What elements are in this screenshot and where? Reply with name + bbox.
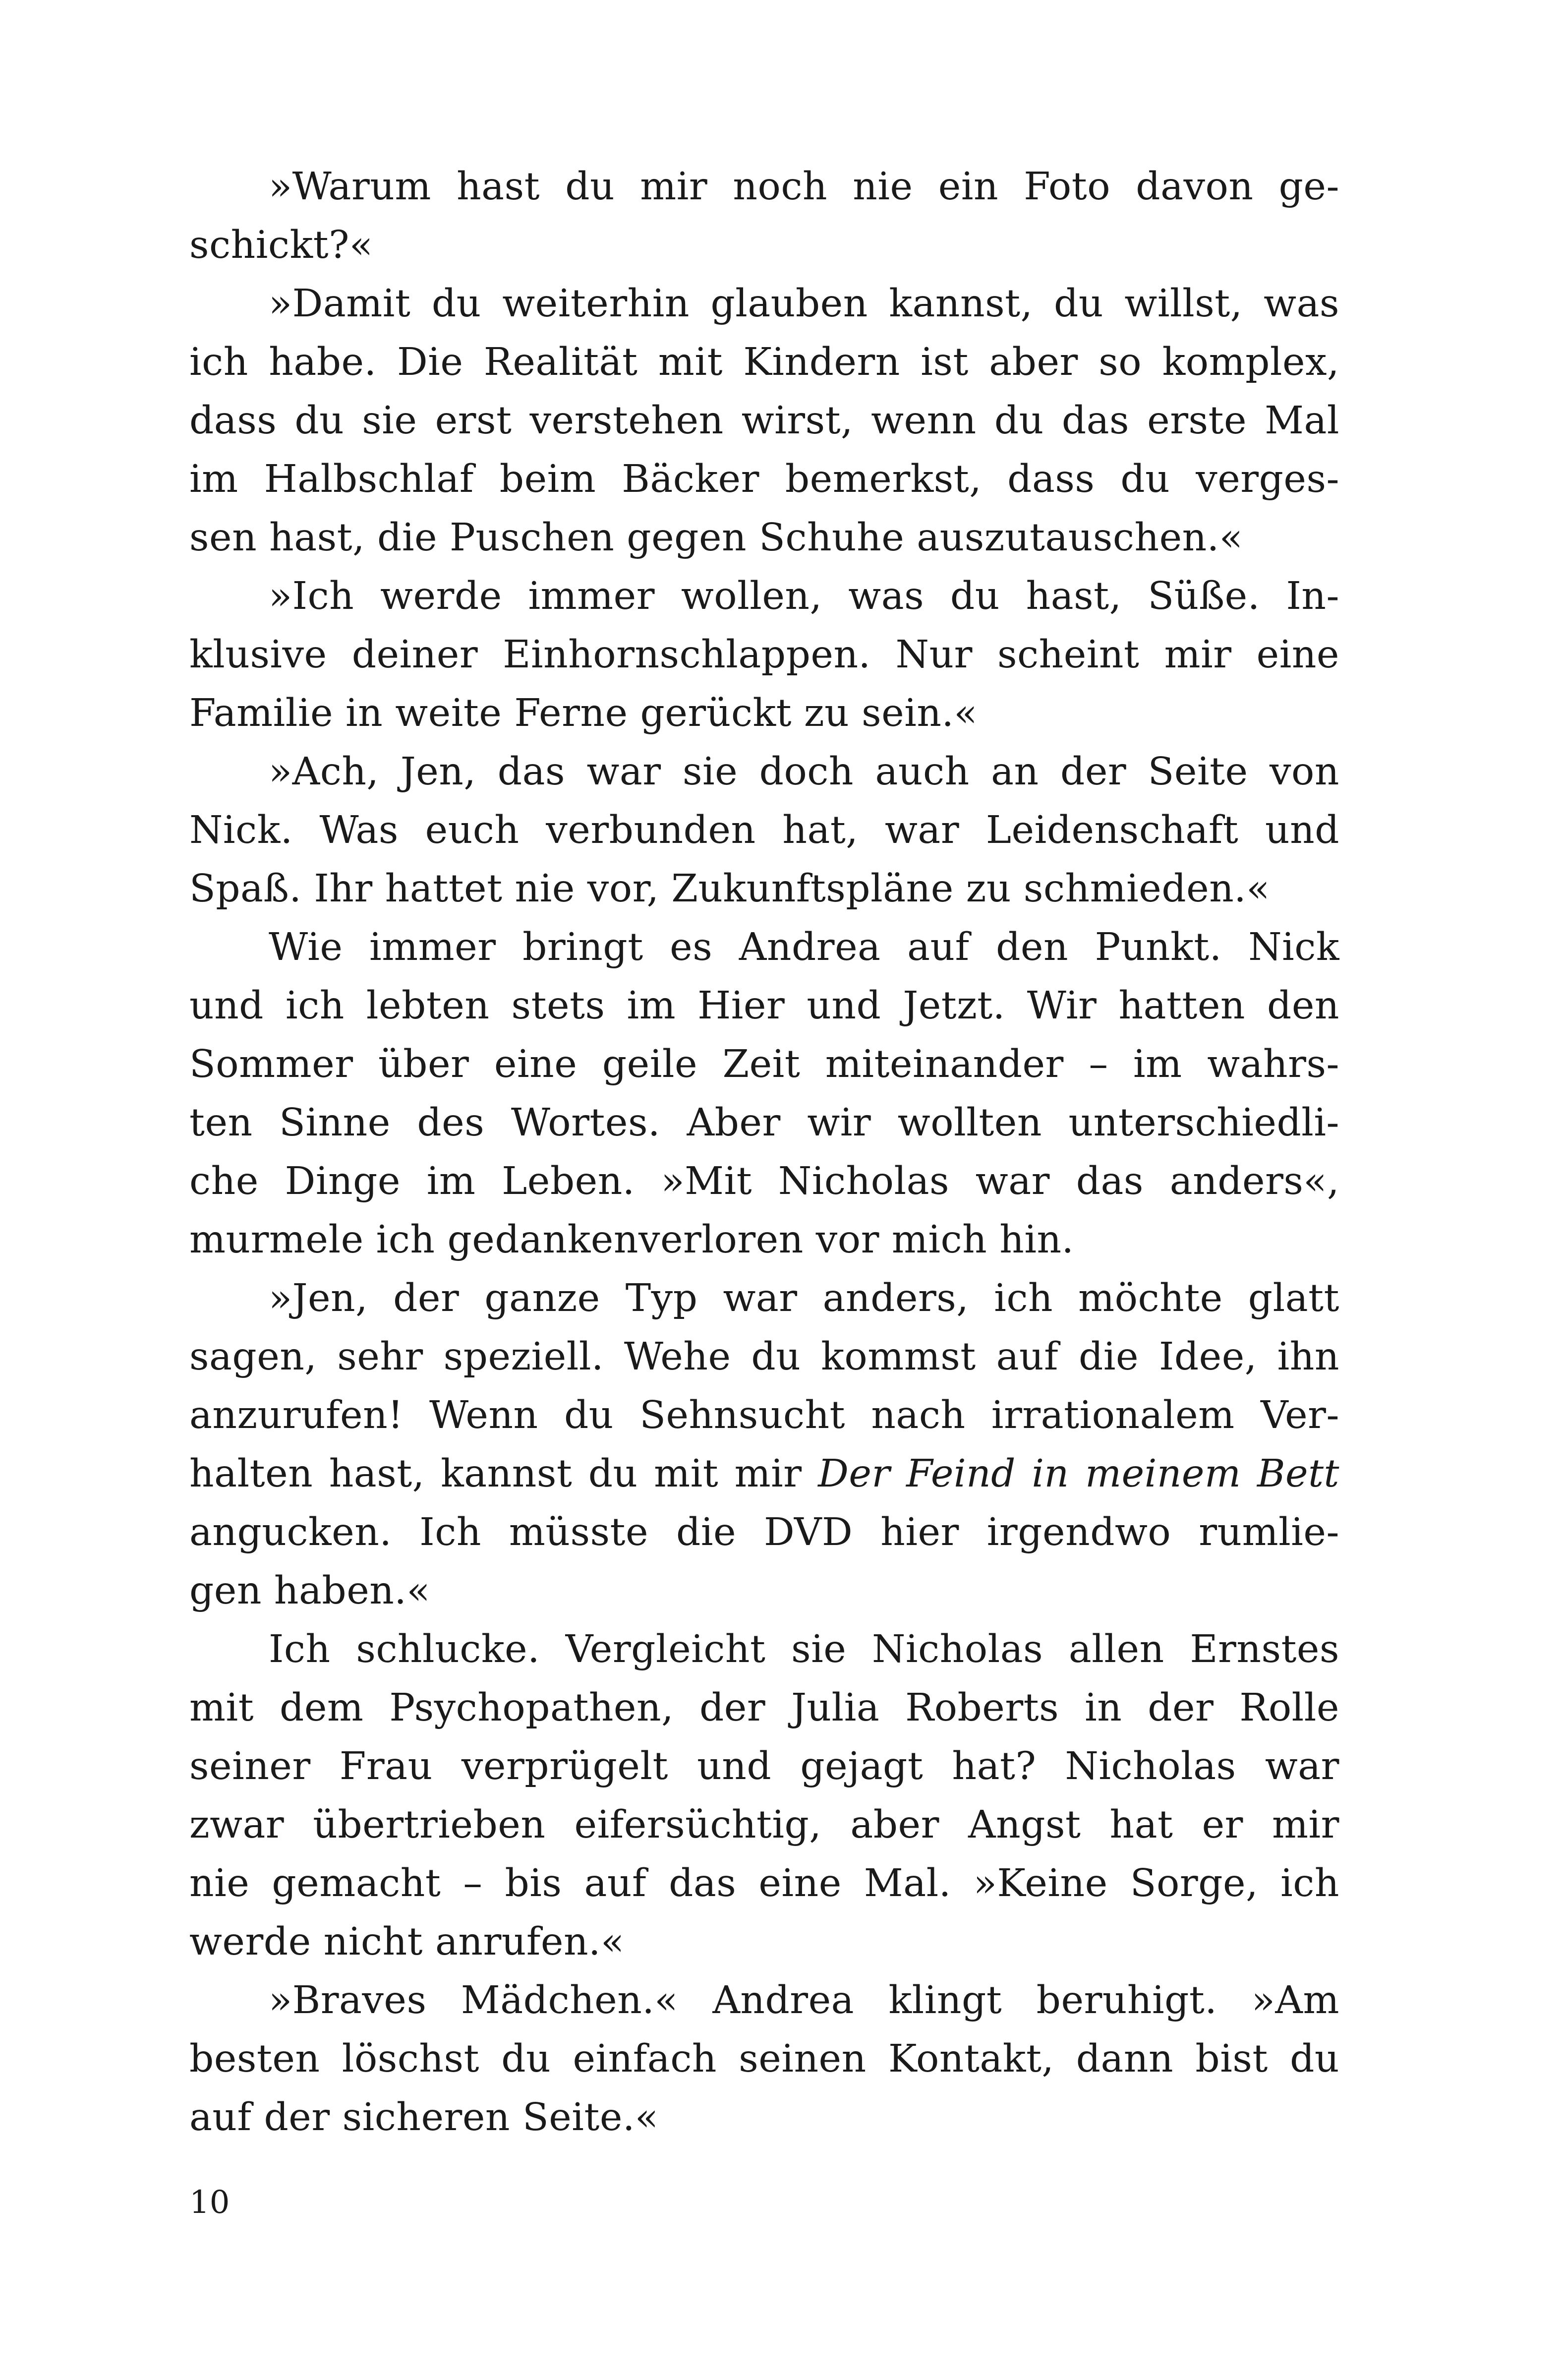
- text-line-content: halten hast, kannst du mit mir: [189, 1452, 818, 1496]
- text-line-content: zwar übertrieben eifersüchtig, aber Angst hat er mir: [189, 1803, 1339, 1847]
- text-line-content: »Damit du weiterhin glauben kannst, du willst, was: [269, 282, 1339, 326]
- text-line-content: dass du sie erst verstehen wirst, wenn du das erste Mal: [189, 399, 1339, 443]
- text-line: [189, 333, 1339, 392]
- text-line-content: nie gemacht – bis auf das eine Mal. »Keine Sorge, ich: [189, 1861, 1339, 1905]
- text-line-content: im Halbschlaf beim Bäcker bemerkst, dass du verges-: [189, 457, 1339, 501]
- text-line-content: Sommer über eine geile Zeit miteinander – im wahrs-: [189, 1042, 1339, 1086]
- text-line-content: murmele ich gedankenverloren vor mich hin.: [189, 1218, 1074, 1262]
- text-line-content: anzurufen! Wenn du Sehnsucht nach irrationalem Ver-: [189, 1393, 1339, 1437]
- text-line-content: ten Sinne des Wortes. Aber wir wollten unterschiedli-: [189, 1101, 1339, 1145]
- body-text: [189, 158, 1339, 2147]
- text-line: [189, 1211, 1339, 1269]
- text-line: [189, 567, 1339, 626]
- text-line-content: Familie in weite Ferne gerückt zu sein.«: [189, 691, 978, 735]
- text-line: [189, 1620, 1339, 1679]
- text-line: [189, 1971, 1339, 2030]
- text-line: [189, 216, 1339, 275]
- text-line-content: Wie immer bringt es Andrea auf den Punkt. Nick: [269, 925, 1339, 969]
- text-line-content: und ich lebten stets im Hier und Jetzt. Wir hatten den: [189, 984, 1339, 1028]
- text-line-content: Ich schlucke. Vergleicht sie Nicholas allen Ernstes: [269, 1627, 1339, 1671]
- text-line: [189, 1328, 1339, 1386]
- text-line: [189, 1562, 1339, 1620]
- text-line: [189, 1035, 1339, 1094]
- text-line: [189, 1913, 1339, 1971]
- book-title-italic: Der Feind in meinem Bett: [818, 1452, 1340, 1496]
- text-line-content: seiner Frau verprügelt und gejagt hat? Nicholas war: [189, 1744, 1339, 1788]
- text-line: [189, 743, 1339, 801]
- text-line: [189, 1445, 1339, 1503]
- text-line-content: che Dinge im Leben. »Mit Nicholas war das anders«,: [189, 1159, 1339, 1203]
- text-line: [189, 684, 1339, 743]
- text-line-content: sen hast, die Puschen gegen Schuhe auszutauschen.«: [189, 516, 1243, 560]
- text-line: [189, 1094, 1339, 1152]
- text-line-content: werde nicht anrufen.«: [189, 1920, 625, 1964]
- text-line: [189, 2088, 1339, 2147]
- text-line: [189, 918, 1339, 977]
- text-line-content: angucken. Ich müsste die DVD hier irgendwo rumlie-: [189, 1510, 1339, 1554]
- text-line: [189, 2030, 1339, 2088]
- text-line: [189, 626, 1339, 684]
- text-line: [189, 801, 1339, 860]
- text-line: [189, 977, 1339, 1035]
- text-line: [189, 392, 1339, 450]
- text-line: [189, 860, 1339, 918]
- text-line: [189, 1503, 1339, 1562]
- text-line: [189, 1386, 1339, 1445]
- text-line-content: »Ach, Jen, das war sie doch auch an der Seite von: [269, 750, 1339, 794]
- page-number: 10: [189, 2184, 230, 2221]
- text-line: [189, 158, 1339, 216]
- text-line-content: Nick. Was euch verbunden hat, war Leidenschaft und: [189, 808, 1339, 852]
- text-line: [189, 275, 1339, 333]
- text-line-content: schickt?«: [189, 223, 373, 267]
- text-line-content: auf der sicheren Seite.«: [189, 2095, 659, 2140]
- text-line-content: »Jen, der ganze Typ war anders, ich möchte glatt: [269, 1276, 1339, 1320]
- text-line: [189, 1152, 1339, 1211]
- text-line-content: Spaß. Ihr hattet nie vor, Zukunftspläne zu schmieden.«: [189, 867, 1270, 911]
- text-line: [189, 1679, 1339, 1737]
- text-line: [189, 1269, 1339, 1328]
- text-line-content: »Warum hast du mir noch nie ein Foto davon ge-: [269, 165, 1339, 209]
- text-line-content: »Braves Mädchen.« Andrea klingt beruhigt. »Am: [269, 1978, 1339, 2023]
- text-line-content: »Ich werde immer wollen, was du hast, Süße. In-: [269, 574, 1339, 618]
- text-line-content: klusive deiner Einhornschlappen. Nur scheint mir eine: [189, 633, 1339, 677]
- text-line: [189, 509, 1339, 567]
- text-line-content: gen haben.«: [189, 1569, 430, 1613]
- text-line-content: ich habe. Die Realität mit Kindern ist aber so komplex,: [189, 340, 1339, 384]
- text-line-content: besten löschst du einfach seinen Kontakt, dann bist du: [189, 2037, 1339, 2081]
- text-line-content: sagen, sehr speziell. Wehe du kommst auf die Idee, ihn: [189, 1335, 1339, 1379]
- text-line: [189, 1854, 1339, 1913]
- text-line-content: mit dem Psychopathen, der Julia Roberts in der Rolle: [189, 1686, 1339, 1730]
- text-line: [189, 1796, 1339, 1854]
- text-line: [189, 1737, 1339, 1796]
- text-line: [189, 450, 1339, 509]
